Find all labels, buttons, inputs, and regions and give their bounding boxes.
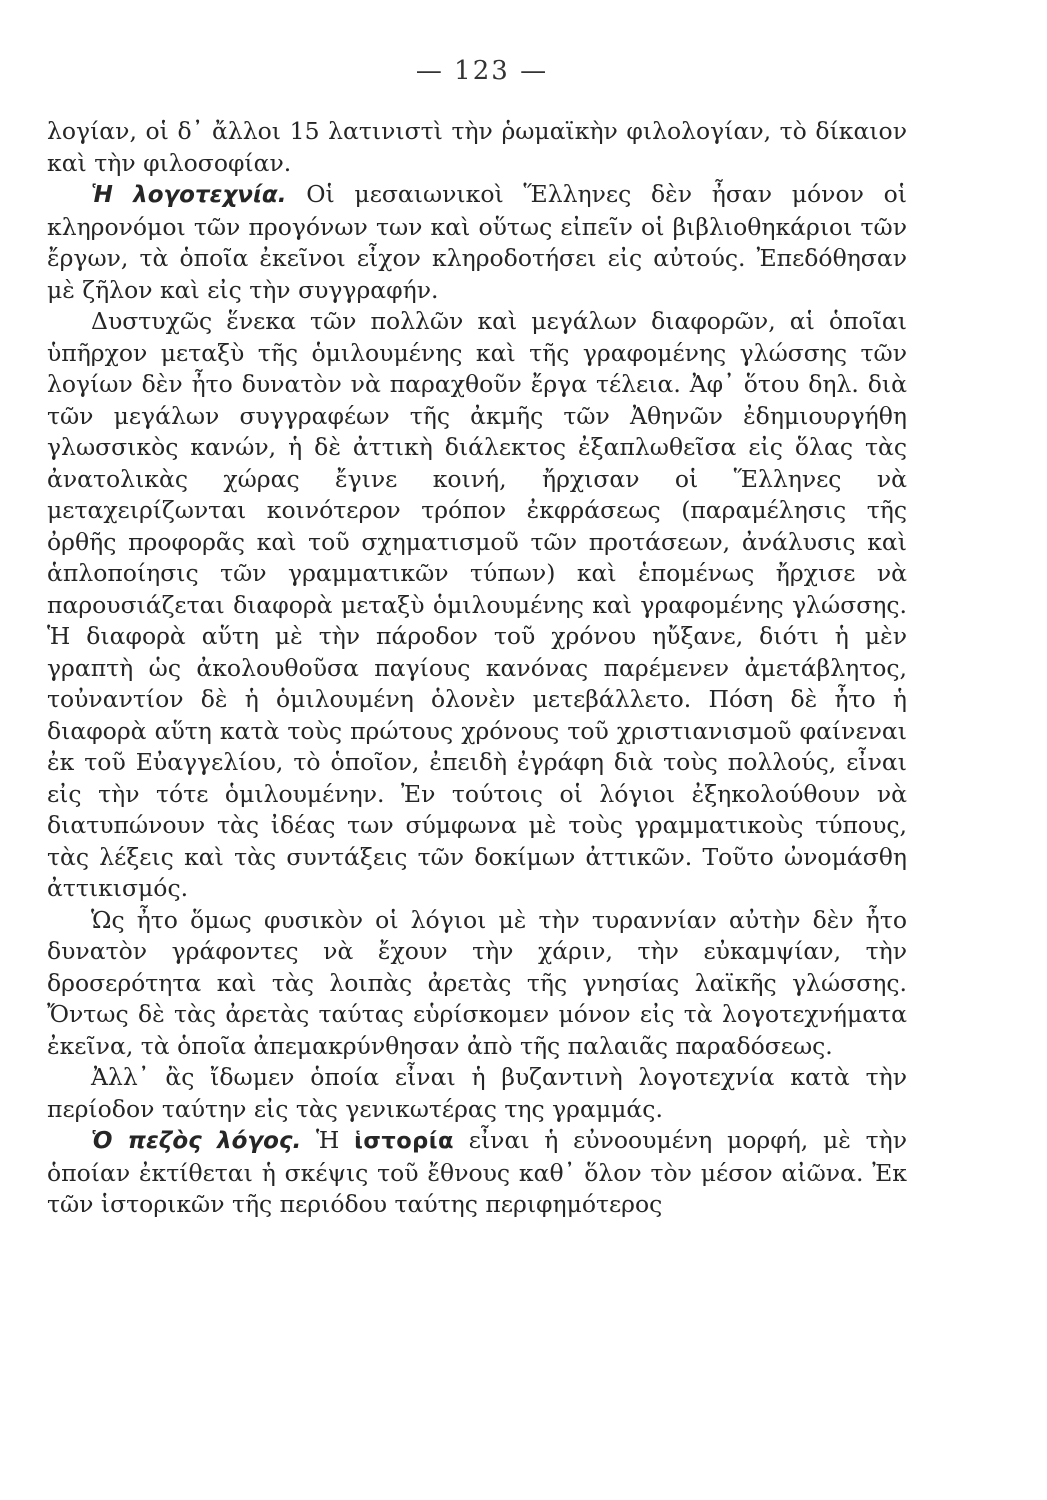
paragraph-popular-language: Ὡς ἦτο ὅμως φυσικὸν οἱ λόγιοι μὲ τὴν τυραννίαν αὐτὴν δὲν ἦτο δυνατὸν γράφοντες νὰ ἔχουν τὴν χάριν, τὴν εὐκαμψίαν, τὴν δροσερότητα καὶ τὰς λοιπὰς ἀρετὰς τῆς γνησίας λαϊκῆς γλώσσης. Ὄντως δὲ τὰς ἀρετὰς ταύτας εὑρίσκομεν μόνον εἰς τὰ λογοτεχνήματα ἐκεῖνα, τὰ ὁποῖα ἀπεμακρύνθησαν ἀπὸ τῆς παλαιᾶς παραδόσεως. [47,905,907,1060]
paragraph-prose-mid: Ἡ [301,1126,355,1154]
paragraph-continuation: λογίαν, οἱ δ᾽ ἄλλοι 15 λατινιστὶ τὴν ῥωμαϊκὴν φιλολογίαν, τὸ δίκαιον καὶ τὴν φιλοσοφίαν. [47,117,907,177]
paragraph-prose-text: εἶναι ἡ εὐνοουμένη μορφή, μὲ τὴν ὁποίαν ἐκτίθεται ἡ σκέψις τοῦ ἔθνους καθ᾽ ὅλον τὸν μέσον αἰῶνα. Ἐκ τῶν ἱστορικῶν τῆς περιόδου ταύτης περιφημότερος [47,1126,907,1218]
term-history: ἱστορία [354,1128,455,1154]
paragraph-language-differences: Δυστυχῶς ἕνεκα τῶν πολλῶν καὶ μεγάλων διαφορῶν, αἱ ὁποῖαι ὑπῆρχον μεταξὺ τῆς ὁμιλουμένης καὶ τῆς γραφομένης γλώσσης τῶν λογίων δὲν ἦτο δυνατὸν νὰ παραχθοῦν ἔργα τέλεια. Ἀφ᾽ ὅτου δηλ. διὰ τῶν μεγάλων συγγραφέων τῆς ἀκμῆς τῶν Ἀθηνῶν ἐδημιουργήθη γλωσσικὸς κανών, ἡ δὲ ἀττικὴ διάλεκτος ἐξαπλωθεῖσα εἰς ὅλας τὰς ἀνατολικὰς χώρας ἔγινε κοινή, ἤρχισαν οἱ Ἕλληνες νὰ μεταχειρίζωνται κοινότερον τρόπον ἐκφράσεως (παραμέλησις τῆς ὀρθῆς προφορᾶς καὶ τοῦ σχηματισμοῦ τῶν προτάσεων, ἀνάλυσις καὶ ἁπλοποίησις τῶν γραμματικῶν τύπων) καὶ ἑπομένως ἤρχισε νὰ παρουσιάζεται διαφορὰ μεταξὺ ὁμιλουμένης καὶ γραφομένης γλώσσης. Ἡ διαφορὰ αὕτη μὲ τὴν πάροδον τοῦ χρόνου ηὔξανε, διότι ἡ μὲν γραπτὴ ὡς ἀκολουθοῦσα παγίους κανόνας παρέμενεν ἀμετάβλητος, τοὐναντίον δὲ ἡ ὁμιλουμένη ὁλονὲν μετεβάλλετο. Πόση δὲ ἦτο ἡ διαφορὰ αὕτη κατὰ τοὺς πρώτους χρόνους τοῦ χριστιανισμοῦ φαίνεναι ἐκ τοῦ Εὐαγγελίου, τὸ ὁποῖον, ἐπειδὴ ἐγράφη διὰ τοὺς πολλούς, εἶναι εἰς τὴν τότε ὁμιλουμένην. Ἐν τούτοις οἱ λόγιοι ἐξηκολούθουν νὰ διατυπώνουν τὰς ἰδέας των σύμφωνα μὲ τοὺς γραμματικοὺς τύπους, τὰς λέξεις καὶ τὰς συντάξεις τῶν δοκίμων ἀττικῶν. Τοῦτο ὠνομάσθη ἀττικισμός. [47,307,907,902]
paragraph-literature [47,179,907,306]
page-number: — 123 — [415,56,549,86]
paragraph-prose [47,1125,907,1221]
paragraph-literature-text: Οἱ μεσαιωνικοὶ Ἕλληνες δὲν ἦσαν μόνον οἱ κληρονόμοι τῶν προγόνων των καὶ οὕτως εἰπεῖν οἱ βιβλιοθηκάριοι τῶν ἔργων, τὰ ὁποῖα ἐκεῖνοι εἶχον κληροδοτήσει εἰς αὐτούς. Ἐπεδόθησαν μὲ ζῆλον καὶ εἰς τὴν συγγραφήν. [47,180,907,304]
section-heading-literature: Ἡ λογοτεχνία. [91,182,287,208]
book-page [47,56,907,1221]
section-heading-prose: Ὁ πεζὸς λόγος. [91,1128,302,1154]
paragraph-byzantine-literature: Ἀλλ᾽ ἂς ἴδωμεν ὁποία εἶναι ἡ βυζαντινὴ λογοτεχνία κατὰ τὴν περίοδον ταύτην εἰς τὰς γενικωτέρας της γραμμάς. [47,1063,907,1123]
